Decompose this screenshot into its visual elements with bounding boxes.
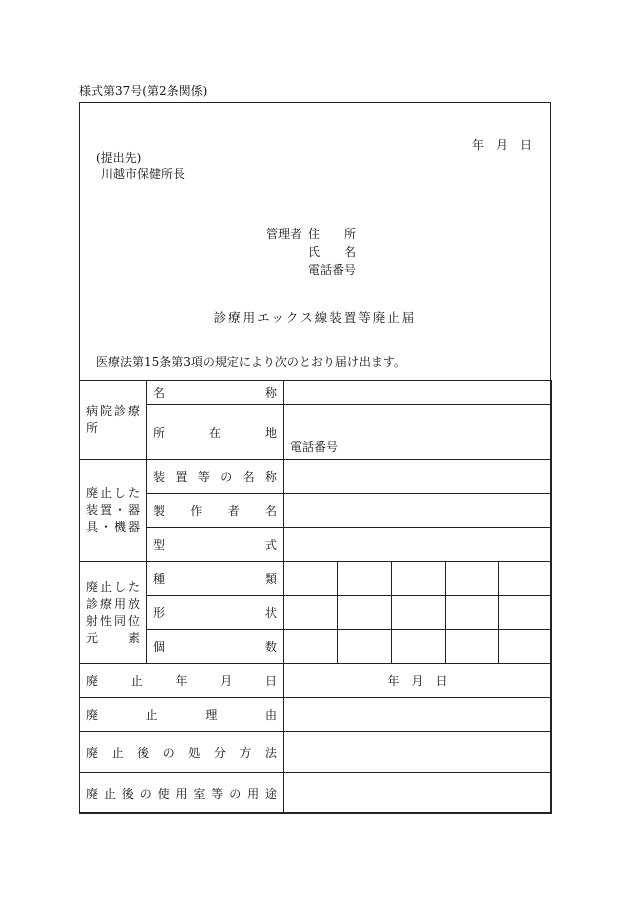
isotope-type-cell-4[interactable] xyxy=(446,562,499,596)
room-use-label: 廃止後の使用室等の用途 xyxy=(80,773,284,814)
hospital-location-label: 所在地 xyxy=(147,405,284,460)
hospital-location-field[interactable] xyxy=(284,405,552,460)
device-name-field[interactable] xyxy=(284,460,552,494)
device-name-label: 装置等の名称 xyxy=(147,460,284,494)
destination-name: 川越市保健所長 xyxy=(101,167,186,181)
reason-field[interactable] xyxy=(284,698,552,732)
isotope-count-cell-4[interactable] xyxy=(446,630,499,664)
isotope-form-cell-2[interactable] xyxy=(338,596,392,630)
table-row xyxy=(80,773,552,814)
disposal-label: 廃止後の処分方法 xyxy=(80,732,284,773)
room-use-field[interactable] xyxy=(284,773,552,814)
hospital-group-label: 病院診療所 xyxy=(86,404,140,435)
manager-address-label: 住 所 xyxy=(308,227,357,241)
table-row xyxy=(80,732,552,773)
form-frame xyxy=(79,102,551,813)
abolition-date-field[interactable]: 年 月 日 xyxy=(284,664,552,698)
manager-table xyxy=(266,225,356,279)
isotope-type-label: 種類 xyxy=(147,562,284,596)
isotope-type-cell-1[interactable] xyxy=(284,562,338,596)
hospital-name-label: 名称 xyxy=(147,381,284,405)
destination-label: (提出先) xyxy=(96,151,142,165)
manager-name-label: 氏 名 xyxy=(308,245,357,259)
isotopes-group-label: 廃止した診療用放射性同位元素 xyxy=(86,579,140,645)
reason-label: 廃止理由 xyxy=(80,698,284,732)
isotope-count-cell-2[interactable] xyxy=(338,630,392,664)
table-row xyxy=(80,381,552,405)
table-row xyxy=(80,460,552,494)
form-title: 診療用エックス線装置等廃止届 xyxy=(213,310,417,325)
isotope-count-cell-1[interactable] xyxy=(284,630,338,664)
isotope-count-label: 個数 xyxy=(147,630,284,664)
submission-date: 年 月 日 xyxy=(471,138,532,152)
isotope-count-cell-5[interactable] xyxy=(499,630,552,664)
form-number: 様式第37号(第2条関係) xyxy=(79,84,208,98)
destination-block xyxy=(96,150,185,182)
table-row xyxy=(80,630,552,664)
isotope-form-cell-4[interactable] xyxy=(446,596,499,630)
table-row xyxy=(80,405,552,460)
isotope-count-cell-3[interactable] xyxy=(392,630,446,664)
table-row xyxy=(80,596,552,630)
manager-prefix: 管理者 xyxy=(266,227,303,241)
table-row xyxy=(80,528,552,562)
isotope-form-label: 形状 xyxy=(147,596,284,630)
isotope-form-cell-3[interactable] xyxy=(392,596,446,630)
devices-group-label: 廃止した装置・器具・機器 xyxy=(86,486,140,534)
statement: 医療法第15条第3項の規定により次のとおり届け出ます。 xyxy=(96,355,406,369)
abolition-date-label: 廃止年月日 xyxy=(80,664,284,698)
form-table xyxy=(79,380,552,814)
device-model-label: 型式 xyxy=(147,528,284,562)
device-maker-label: 製作者名 xyxy=(147,494,284,528)
device-maker-field[interactable] xyxy=(284,494,552,528)
table-row xyxy=(80,494,552,528)
manager-phone-label: 電話番号 xyxy=(308,263,357,277)
manager-block xyxy=(266,225,356,279)
isotope-form-cell-5[interactable] xyxy=(499,596,552,630)
hospital-phone-label: 電話番号 xyxy=(290,440,339,454)
table-row xyxy=(80,562,552,596)
isotope-type-cell-2[interactable] xyxy=(338,562,392,596)
isotope-type-cell-3[interactable] xyxy=(392,562,446,596)
isotope-form-cell-1[interactable] xyxy=(284,596,338,630)
hospital-name-field[interactable] xyxy=(284,381,552,405)
isotope-type-cell-5[interactable] xyxy=(499,562,552,596)
table-row xyxy=(80,664,552,698)
device-model-field[interactable] xyxy=(284,528,552,562)
table-row xyxy=(80,698,552,732)
disposal-field[interactable] xyxy=(284,732,552,773)
